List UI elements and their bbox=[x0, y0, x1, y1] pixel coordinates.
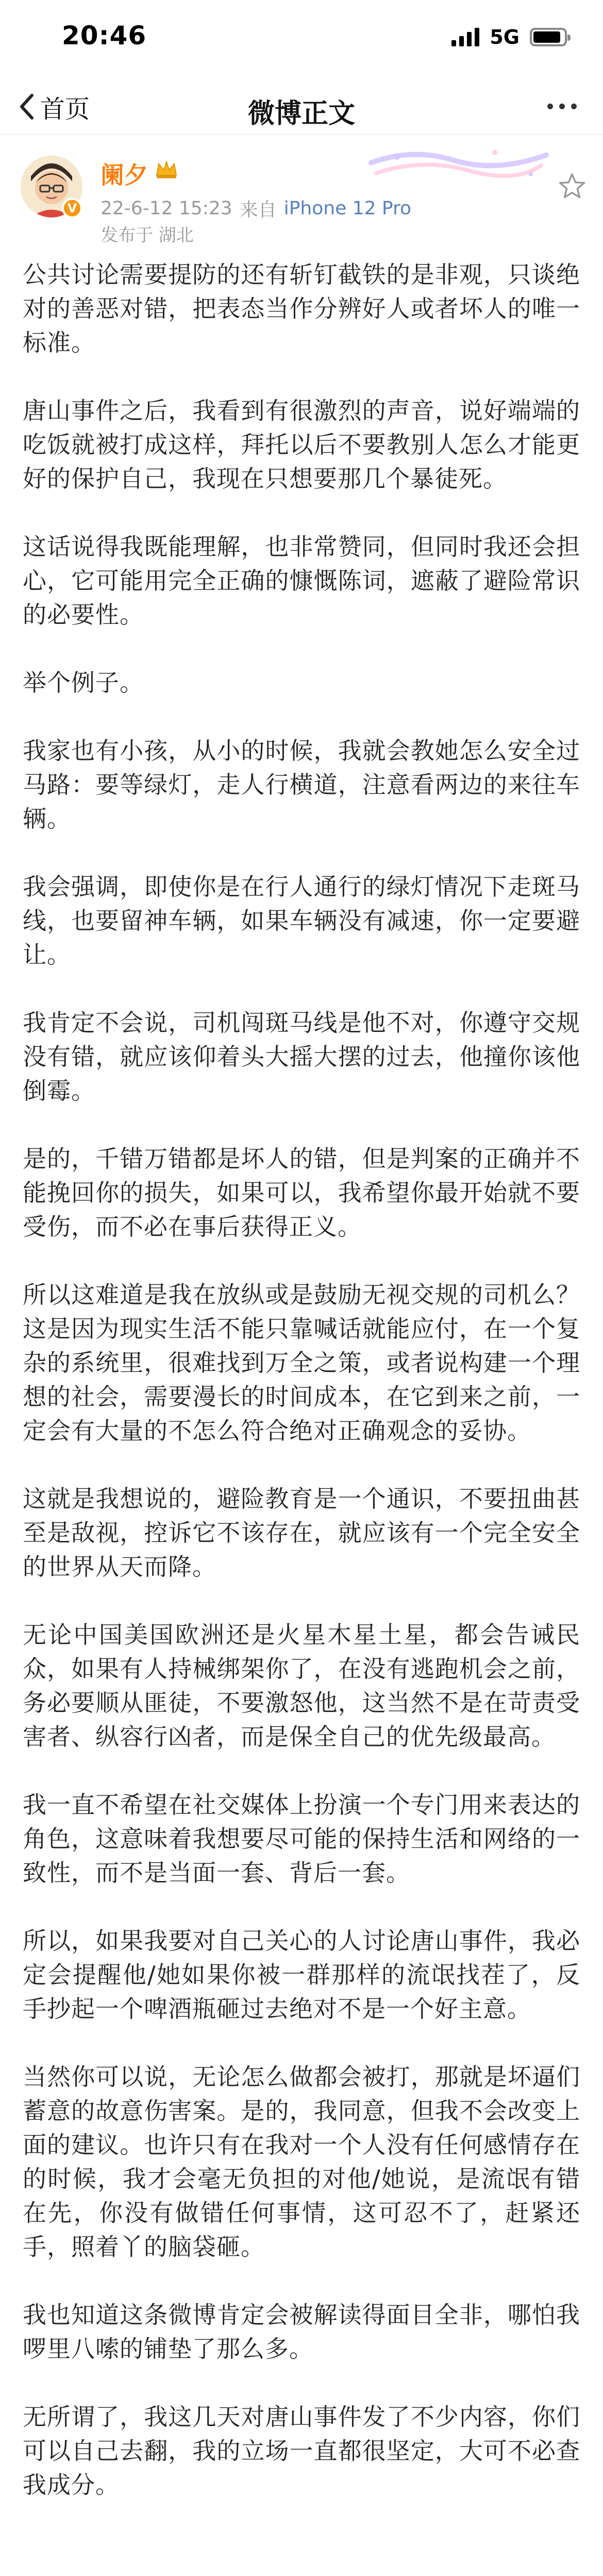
battery-level bbox=[533, 31, 560, 43]
post-meta bbox=[100, 195, 411, 222]
verified-badge: V bbox=[62, 198, 82, 218]
more-icon[interactable] bbox=[541, 91, 582, 122]
post-paragraph: 我会强调，即使你是在行人通行的绿灯情况下走斑马线，也要留神车辆，如果车辆没有减速，你一定要避让。 bbox=[23, 873, 580, 969]
post-paragraph: 举个例子。 bbox=[23, 669, 144, 697]
post-paragraph: 无所谓了，我这几天对唐山事件发了不少内容，你们可以自己去翻，我的立场一直都很坚定，大可不必查我成分。 bbox=[23, 2403, 580, 2499]
status-bar bbox=[0, 0, 603, 77]
status-time: 20:46 bbox=[62, 21, 147, 50]
post-device: iPhone 12 Pro bbox=[283, 198, 412, 219]
source-prefix: 来自 bbox=[239, 199, 277, 221]
star-icon[interactable] bbox=[557, 171, 588, 202]
post-paragraph: 无论中国美国欧洲还是火星木星土星，都会告诫民众，如果有人持械绑架你了，在没有逃跑机会之前，务必要顺从匪徒，不要激怒他，这当然不是在苛责受害者、纵容行凶者，而是保全自己的优先级最高。 bbox=[23, 1621, 580, 1751]
post-paragraph: 这就是我想说的，避险教育是一个通识，不要扭曲甚至是敌视，控诉它不该存在，就应该有一个完全安全的世界从天而降。 bbox=[23, 1485, 580, 1581]
post-location: 发布于 湖北 bbox=[100, 225, 194, 246]
post-paragraph: 公共讨论需要提防的还有斩钉截铁的是非观，只谈绝对的善恶对错，把表态当作分辨好人或者坏人的唯一标准。 bbox=[23, 261, 580, 357]
post-paragraph: 我家也有小孩，从小的时候，我就会教她怎么安全过马路：要等绿灯，走人行横道，注意看两边的来往车辆。 bbox=[23, 737, 580, 833]
author-name[interactable]: 阑夕 bbox=[100, 161, 148, 189]
back-label: 首页 bbox=[40, 94, 90, 124]
post-paragraph: 我也知道这条微博肯定会被解读得面目全非，哪怕我啰里八嗦的铺垫了那么多。 bbox=[23, 2301, 580, 2363]
post-paragraph: 我一直不希望在社交媒体上扮演一个专门用来表达的角色，这意味着我想要尽可能的保持生活和网络的一致性，而不是当面一套、背后一套。 bbox=[23, 1791, 580, 1887]
chevron-left-icon bbox=[15, 91, 38, 122]
post-paragraph: 唐山事件之后，我看到有很激烈的声音，说好端端的吃饭就被打成这样，拜托以后不要教别人怎么才能更好的保护自己，我现在只想要那几个暴徒死。 bbox=[23, 397, 580, 493]
page-title: 微博正文 bbox=[247, 98, 355, 129]
post-body bbox=[23, 258, 580, 2536]
crown-icon bbox=[155, 159, 178, 179]
signal-icon bbox=[451, 28, 479, 46]
post-paragraph: 当然你可以说，无论怎么做都会被打，那就是坏逼们蓄意的故意伤害案。是的，我同意，但我不会改变上面的建议。也许只有在我对一个人没有任何感情存在的时候，我才会毫无负担的对他/她说，是流氓有错在先，你没有做错任何事情，这可忍不了，赶紧还手，照着丫的脑袋砸。 bbox=[23, 2063, 580, 2261]
post-timestamp: 22-6-12 15:23 bbox=[100, 198, 232, 219]
author-header bbox=[0, 135, 603, 248]
post-paragraph: 所以这难道是我在放纵或是鼓励无视交规的司机么？这是因为现实生活不能只靠喊话就能应付，在一个复杂的系统里，很难找到万全之策，或者说构建一个理想的社会，需要漫长的时间成本，在它到来之前，一定会有大量的不怎么符合绝对正确观念的妥协。 bbox=[23, 1281, 580, 1445]
post-paragraph: 这话说得我既能理解，也非常赞同，但同时我还会担心，它可能用完全正确的慷慨陈词，遮蔽了避险常识的必要性。 bbox=[23, 533, 580, 629]
post-paragraph: 我肯定不会说，司机闯斑马线是他不对，你遵守交规没有错，就应该仰着头大摇大摆的过去，他撞你该他倒霉。 bbox=[23, 1009, 580, 1105]
post-paragraph: 所以，如果我要对自己关心的人讨论唐山事件，我必定会提醒他/她如果你被一群那样的流氓找茬了，反手抄起一个啤酒瓶砸过去绝对不是一个好主意。 bbox=[23, 1927, 580, 2023]
status-indicators bbox=[451, 26, 567, 48]
nav-bar bbox=[0, 77, 603, 135]
network-type: 5G bbox=[490, 26, 520, 48]
decoration-banner-icon bbox=[366, 142, 551, 204]
battery-icon bbox=[530, 28, 567, 46]
back-button[interactable] bbox=[15, 89, 90, 125]
post-paragraph: 是的，千错万错都是坏人的错，但是判案的正确并不能挽回你的损失，如果可以，我希望你最开始就不要受伤，而不必在事后获得正义。 bbox=[23, 1145, 580, 1241]
